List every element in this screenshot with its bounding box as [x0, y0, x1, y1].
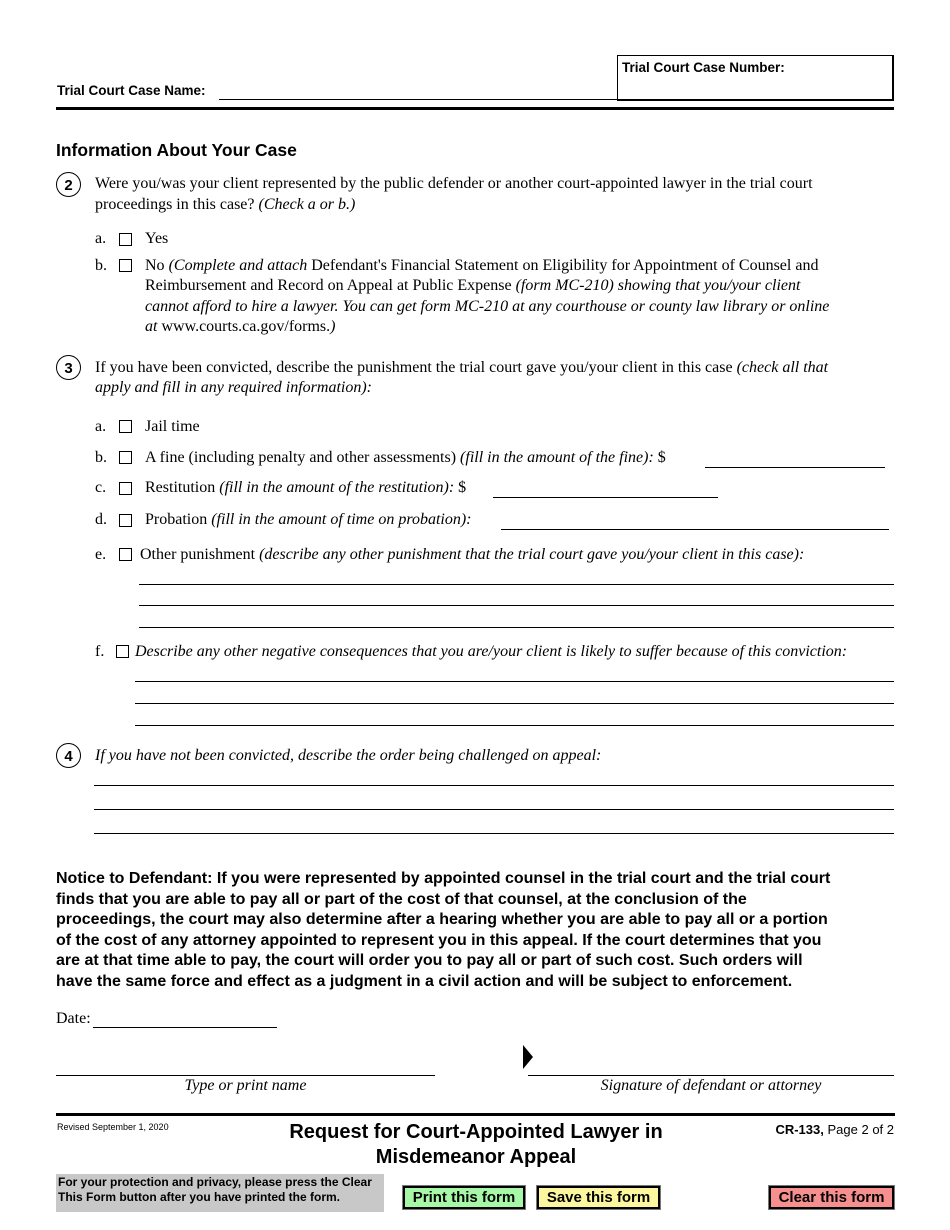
form-id	[775, 1122, 894, 1137]
item-3a-checkbox[interactable]	[119, 420, 132, 433]
order-line-2[interactable]	[94, 809, 894, 810]
item-3e-label	[140, 545, 804, 566]
clear-button[interactable]: Clear this form	[769, 1186, 894, 1209]
item-3e-hint: (describe any other punishment that the trial court gave you/your client in this case):	[259, 546, 805, 563]
signature-arrow-icon	[523, 1045, 533, 1069]
item-2b-form-name: Defendant's Financial Statement on Eligibility for Appointment of Counsel and	[311, 257, 819, 274]
date-label: Date:	[56, 1010, 91, 1027]
consequences-line-1[interactable]	[135, 681, 894, 682]
other-punishment-line-2[interactable]	[139, 605, 894, 606]
form-title-line1: Request for Court-Appointed Lawyer in	[289, 1121, 663, 1143]
item-2b-line3	[145, 297, 829, 318]
item-2a-label: Yes	[145, 230, 169, 247]
item-2b-at: at	[145, 318, 158, 335]
item-2-question-line2	[95, 195, 355, 216]
item-3e-checkbox[interactable]	[119, 548, 132, 561]
item-3-question-text: If you have been convicted, describe the punishment the trial court gave you/your client in this case	[95, 359, 733, 376]
item-3e-letter: e.	[95, 546, 107, 563]
notice-line: finds that you are able to pay all or part of the cost of that counsel, at the conclusion of the	[56, 890, 747, 908]
page-number: Page 2 of 2	[827, 1122, 894, 1137]
probation-time-field[interactable]	[501, 529, 889, 530]
item-2b-italic: (Complete and attach	[168, 257, 308, 274]
item-3d-text: Probation	[145, 511, 208, 528]
item-3-question-hint1: (check all that	[736, 359, 829, 376]
item-2-question-text: proceedings in this case?	[95, 196, 255, 213]
item-3b-label	[145, 448, 666, 469]
item-3c-checkbox[interactable]	[119, 482, 132, 495]
item-3-number: 3	[56, 355, 81, 380]
item-2b-checkbox[interactable]	[119, 259, 132, 272]
item-3b-currency: $	[657, 449, 666, 466]
notice-line: of the cost of any attorney appointed to represent you in this appeal. If the court determines that you	[56, 931, 822, 949]
item-3-question-hint2: apply and fill in any required information):	[95, 379, 373, 396]
item-2b-line4	[145, 317, 335, 338]
revised-date: Revised September 1, 2020	[57, 1122, 169, 1132]
privacy-notice	[56, 1174, 384, 1212]
item-3-question-line2	[95, 378, 372, 399]
form-title	[236, 1120, 716, 1170]
item-3f-hint: Describe any other negative consequences that you are/your client is likely to suffer because of this conviction:	[135, 643, 848, 660]
save-button[interactable]: Save this form	[537, 1186, 660, 1209]
section-title: Information About Your Case	[56, 140, 297, 160]
order-line-3[interactable]	[94, 833, 894, 834]
item-3b-letter: b.	[95, 449, 107, 466]
signature-caption-text: Signature of defendant or attorney	[600, 1077, 822, 1094]
item-3b-checkbox[interactable]	[119, 451, 132, 464]
print-button[interactable]: Print this form	[403, 1186, 525, 1209]
item-3d-checkbox[interactable]	[119, 514, 132, 527]
item-3c-letter: c.	[95, 479, 107, 496]
privacy-line1: For your protection and privacy, please press the Clear	[58, 1175, 372, 1189]
item-4-number: 4	[56, 743, 81, 768]
notice-to-defendant	[56, 869, 896, 992]
item-3c-label	[145, 478, 466, 499]
item-2b-no: No	[145, 257, 165, 274]
item-3d-label	[145, 510, 472, 531]
form-title-line2: Misdemeanor Appeal	[375, 1146, 577, 1168]
case-number-label: Trial Court Case Number:	[622, 60, 785, 75]
item-3a-letter: a.	[95, 418, 107, 435]
courts-url-link[interactable]: www.courts.ca.gov/forms.	[161, 318, 331, 335]
item-2b-close: )	[330, 318, 336, 335]
item-2b-line1	[145, 256, 818, 277]
item-2b-line2	[145, 276, 800, 297]
item-4-question	[95, 746, 601, 767]
consequences-line-3[interactable]	[135, 725, 894, 726]
consequences-line-2[interactable]	[135, 703, 894, 704]
print-name-caption-text: Type or print name	[184, 1077, 307, 1094]
notice-line: have the same force and effect as a judgment in a civil action and will be subject to enforcement.	[56, 972, 793, 990]
restitution-amount-field[interactable]	[493, 497, 718, 498]
notice-line: proceedings, the court may also determine after a hearing whether you are able to pay all or a portion	[56, 911, 828, 928]
item-4-question-text: If you have not been convicted, describe the order being challenged on appeal:	[95, 747, 602, 764]
order-line-1[interactable]	[94, 785, 894, 786]
item-3c-currency: $	[458, 479, 467, 496]
item-2a-letter: a.	[95, 230, 107, 247]
item-2-question-line1: Were you/was your client represented by the public defender or another court-appointed lawyer in the trial court	[95, 175, 813, 192]
print-name-caption	[56, 1076, 435, 1097]
item-3b-text: A fine (including penalty and other assessments)	[145, 449, 457, 466]
item-3f-label	[135, 642, 847, 663]
other-punishment-line-3[interactable]	[139, 627, 894, 628]
item-2a-checkbox[interactable]	[119, 233, 132, 246]
form-number: CR-133,	[775, 1122, 824, 1137]
case-name-field[interactable]	[219, 99, 617, 102]
item-3d-letter: d.	[95, 511, 107, 528]
item-3c-text: Restitution	[145, 479, 216, 496]
signature-caption	[528, 1076, 894, 1097]
item-3c-hint: (fill in the amount of the restitution):	[219, 479, 455, 496]
item-2b-line3-text: cannot afford to hire a lawyer. You can get form MC-210 at any courthouse or county law library or online	[145, 298, 830, 315]
privacy-line2: This Form button after you have printed the form.	[58, 1189, 341, 1204]
other-punishment-line-1[interactable]	[139, 584, 894, 585]
item-3d-hint: (fill in the amount of time on probation):	[211, 511, 472, 528]
item-2-question-hint: (Check a or b.)	[258, 196, 356, 213]
notice-line: are at that time able to pay, the court will order you to pay all or part of such cost. Such orders will	[56, 952, 803, 969]
item-2-number: 2	[56, 172, 81, 197]
footer-rule	[56, 1113, 895, 1116]
item-3-question-line1	[95, 358, 828, 379]
item-2b-letter: b.	[95, 257, 107, 274]
header-rule	[56, 107, 894, 110]
item-3b-hint: (fill in the amount of the fine):	[460, 449, 654, 466]
item-3f-checkbox[interactable]	[116, 645, 129, 658]
item-3a-label: Jail time	[145, 418, 200, 435]
item-3e-text: Other punishment	[140, 546, 256, 563]
item-2b-line2-regular: Reimbursement and Record on Appeal at Public Expense	[145, 277, 512, 294]
item-2b-line2-italic: (form MC-210) showing that you/your client	[515, 277, 801, 294]
case-name-label: Trial Court Case Name:	[57, 83, 206, 98]
date-field[interactable]	[93, 1027, 277, 1028]
notice-line: Notice to Defendant: If you were represented by appointed counsel in the trial court and the trial court	[56, 870, 831, 887]
item-3f-letter: f.	[95, 643, 105, 660]
fine-amount-field[interactable]	[705, 467, 885, 468]
